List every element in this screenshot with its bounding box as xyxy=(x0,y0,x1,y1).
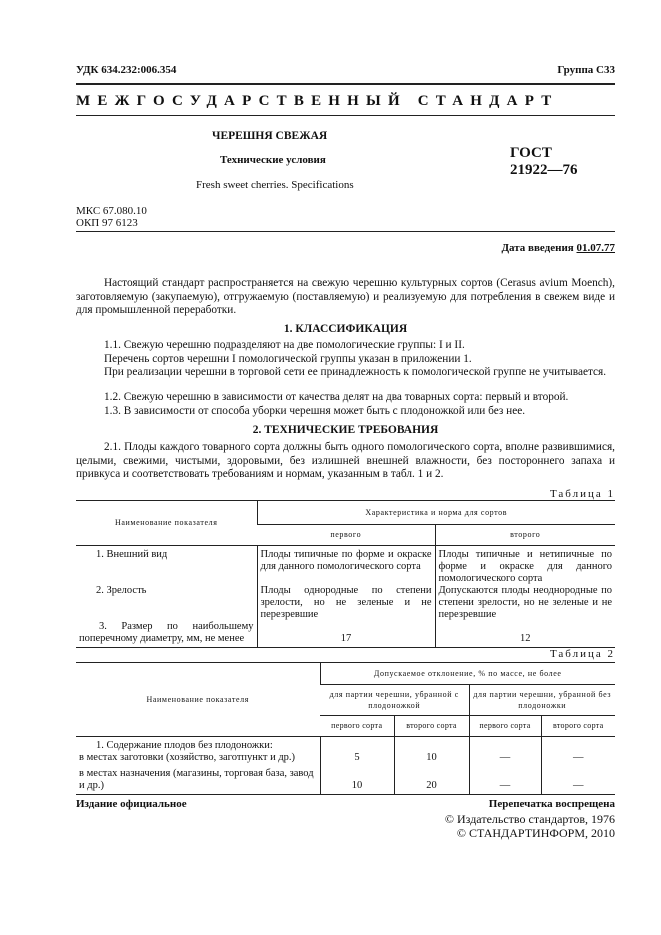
table1-row2-name: 2. Зрелость xyxy=(96,585,147,596)
section1-p1: 1.1. Свежую черешню подразделяют на две помологические группы: I и II. xyxy=(104,339,465,351)
table2-row1-v1: 5 xyxy=(320,752,394,766)
table2-row2-v1: 10 xyxy=(320,766,394,794)
table2-row2-v2: 20 xyxy=(394,766,469,794)
table2-second-header-b: второго сорта xyxy=(541,716,615,737)
intro-paragraph: Настоящий стандарт распространяется на свежую черешню культурных сортов (Cerasus avium Moench), заготовляемую (закупаемую), отгружаемую (поставляемую) и реализуемую для потребления в свежем виде и для промышленной переработки. xyxy=(76,277,615,316)
section1-p3: При реализации черешни в торговой сети ее принадлежность к помологической группе не учитывается. xyxy=(104,366,607,378)
table1-row3-first: 17 xyxy=(257,621,435,647)
intro-date-value: 01.07.77 xyxy=(576,242,615,254)
section1-heading: 1. КЛАССИФИКАЦИЯ xyxy=(283,323,408,335)
mks-code: МКС 67.080.10 xyxy=(76,205,147,217)
table-row xyxy=(76,546,615,586)
table2-group-header: Допускаемое отклонение, % по массе, не более xyxy=(320,663,615,685)
section2-heading: 2. ТЕХНИЧЕСКИЕ ТРЕБОВАНИЯ xyxy=(252,424,439,436)
gost-number: 21922—76 xyxy=(510,162,578,178)
table1 xyxy=(76,500,615,648)
table2-label: Таблица 2 xyxy=(549,648,615,660)
okp-code: ОКП 97 6123 xyxy=(76,217,138,229)
table1-label: Таблица 1 xyxy=(549,488,615,500)
table2-row1-v2: 10 xyxy=(394,752,469,766)
table1-first-header: первого xyxy=(330,530,362,539)
table-row xyxy=(76,621,615,647)
intro-date-label: Дата введения xyxy=(501,242,577,254)
group-code: Группа С33 xyxy=(557,64,615,76)
table1-indicator-header: Наименование показателя xyxy=(115,518,218,527)
gost-label: ГОСТ xyxy=(510,145,552,161)
standard-banner: МЕЖГОСУДАРСТВЕННЫЙ СТАНДАРТ xyxy=(76,93,559,109)
copyright-2: © СТАНДАРТИНФОРМ, 2010 xyxy=(456,826,615,840)
table2-without-stem-header: для партии черешни, убранной без плодоножки xyxy=(469,685,615,716)
document-title: ЧЕРЕШНЯ СВЕЖАЯ xyxy=(212,130,328,142)
table2-row1-name: в местах заготовки (хозяйство, заготпункт и др.) xyxy=(79,752,296,763)
table2-first-header-a: первого сорта xyxy=(331,721,383,730)
banner-rule xyxy=(76,115,615,116)
table1-row3-second: 12 xyxy=(435,621,615,647)
intro-date xyxy=(501,242,615,254)
table-row xyxy=(76,737,615,753)
table1-row2-second: Допускаются плоды неоднородные по степени зрелости, но не зеленые и не перезревшие xyxy=(435,585,615,621)
table2-second-header-a: второго сорта xyxy=(394,716,469,737)
top-rule xyxy=(76,83,615,85)
section1-p4: 1.2. Свежую черешню в зависимости от качества делят на два товарных сорта: первый и второй. xyxy=(104,391,569,403)
udk-code: УДК 634.232:006.354 xyxy=(76,64,177,76)
table2-with-stem-header: для партии черешни, убранной с плодоножкой xyxy=(320,685,469,716)
section1-p5: 1.3. В зависимости от способа уборки черешня может быть с плодоножкой или без нее. xyxy=(104,405,526,417)
table-row xyxy=(76,585,615,621)
english-title: Fresh sweet cherries. Specifications xyxy=(196,179,354,191)
table2-first-header-b: первого сорта xyxy=(469,716,541,737)
table1-group-header: Характеристика и норма для сортов xyxy=(257,501,615,525)
table2-indicator-header: Наименование показателя xyxy=(146,694,249,704)
title-rule xyxy=(76,231,615,232)
table1-row1-second: Плоды типичные и нетипичные по форме и окраске для данного помологического сорта xyxy=(435,546,615,586)
table1-row2-first: Плоды однородные по степени зрелости, но не зеленые и не перезревшие xyxy=(257,585,435,621)
table2-row2-v3: — xyxy=(469,766,541,794)
reprint-notice: Перепечатка воспрещена xyxy=(488,798,615,810)
table1-row1-name: 1. Внешний вид xyxy=(96,549,168,560)
section1-p2: Перечень сортов черешни I помологической группы указан в приложении 1. xyxy=(104,353,472,365)
table1-row1-first: Плоды типичные по форме и окраске для данного помологического сорта xyxy=(257,546,435,586)
section2-p1: 2.1. Плоды каждого товарного сорта должны быть одного помологического сорта, вполне развившимися, целыми, свежими, чистыми, здоровыми, без излишней внешней влажности, без постороннего запаха и привкуса и соответствовать требованиям и нормам, указанным в табл. 1 и 2. xyxy=(76,441,615,480)
table1-row3-name: 3. Размер по наибольшему поперечному диаметру, мм, не менее xyxy=(79,621,254,644)
copyright-1: © Издательство стандартов, 1976 xyxy=(444,812,615,826)
document-subtitle: Технические условия xyxy=(220,154,326,166)
table2-row2-name: в местах назначения (магазины, торговая база, завод и др.) xyxy=(79,768,314,791)
table-row xyxy=(76,752,615,766)
table2 xyxy=(76,662,615,795)
official-edition: Издание официальное xyxy=(76,798,187,810)
table2-row2-v4: — xyxy=(541,766,615,794)
table-row xyxy=(76,766,615,794)
table1-second-header: второго xyxy=(435,525,615,546)
table2-row1-v4: — xyxy=(541,752,615,766)
table2-row1-v3: — xyxy=(469,752,541,766)
table2-row-heading: 1. Содержание плодов без плодоножки: xyxy=(96,740,273,751)
